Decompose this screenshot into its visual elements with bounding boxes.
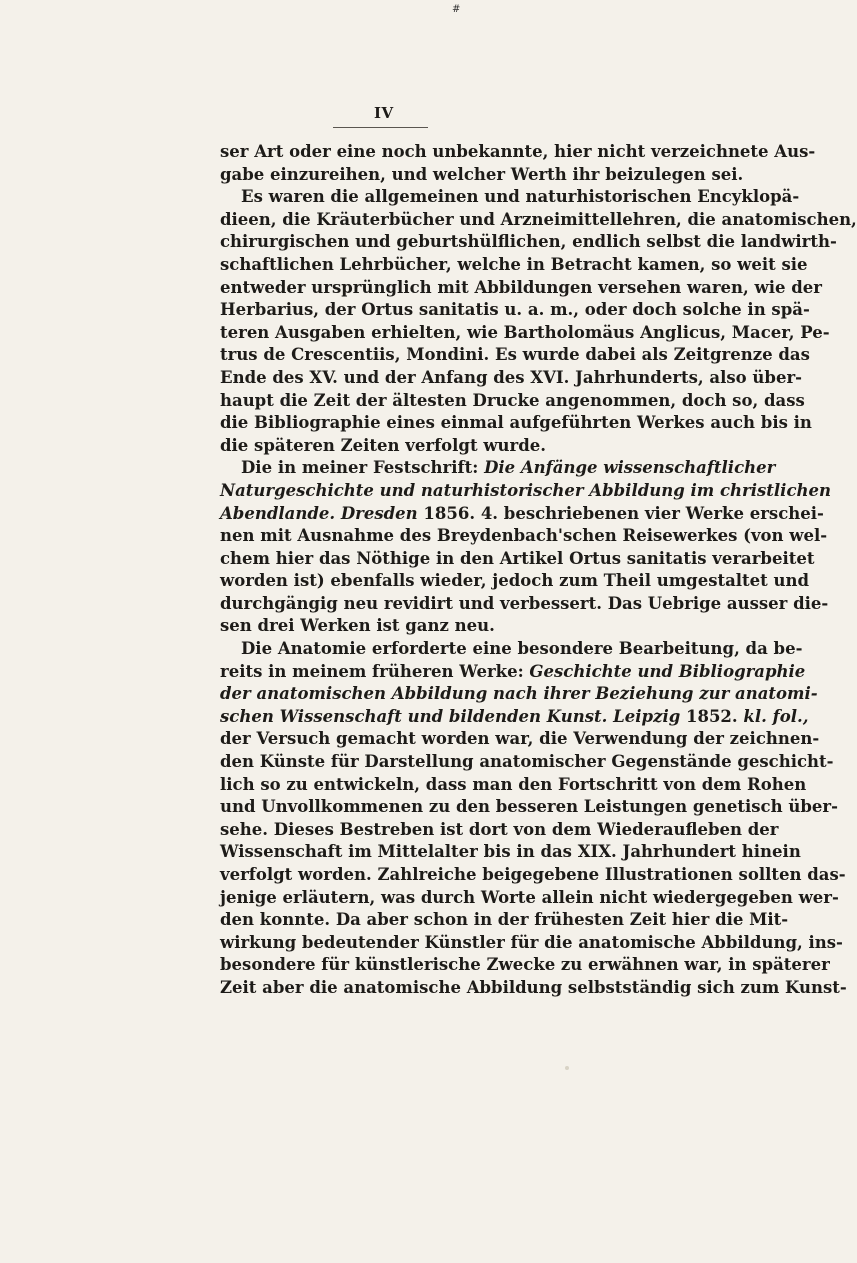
- text-line: [220, 706, 809, 729]
- italic-text: kl. fol.,: [743, 706, 809, 726]
- page-number: IV: [374, 104, 394, 122]
- text-line: jenige erläutern, was durch Worte allein nicht wiedergegeben wer-: [220, 887, 839, 907]
- text-line: Es waren die allgemeinen und naturhistorischen Encyklopä-: [241, 187, 800, 207]
- text-line: [220, 480, 831, 503]
- paragraph: [220, 186, 857, 457]
- paragraph: [220, 141, 816, 186]
- body-text: [220, 141, 857, 1000]
- text-line: sen drei Werken ist ganz neu.: [220, 616, 495, 636]
- text-line: und Unvollkommenen zu den besseren Leistungen genetisch über-: [220, 797, 838, 817]
- header-rule: [333, 127, 428, 128]
- text-segment: reits in meinem früheren Werke:: [220, 661, 530, 681]
- text-line: lich so zu entwickeln, dass man den Fortschritt von dem Rohen: [220, 774, 807, 794]
- text-line: schaftlichen Lehrbücher, welche in Betracht kamen, so weit sie: [220, 254, 808, 274]
- text-line: Herbarius, der Ortus sanitatis u. a. m., oder doch solche in spä-: [220, 300, 810, 320]
- text-line: teren Ausgaben erhielten, wie Bartholomäus Anglicus, Macer, Pe-: [220, 322, 830, 342]
- text-line: verfolgt worden. Zahlreiche beigegebene Illustrationen sollten das-: [220, 865, 846, 884]
- text-line: chem hier das Nöthige in den Artikel Ortus sanitatis verarbeitet: [220, 548, 815, 568]
- text-line: ser Art oder eine noch unbekannte, hier nicht verzeichnete Aus-: [220, 142, 816, 161]
- text-line: chirurgischen und geburtshülflichen, endlich selbst die landwirth-: [220, 232, 837, 252]
- text-line: wirkung bedeutender Künstler für die anatomische Abbildung, ins-: [220, 932, 843, 952]
- text-line: entweder ursprünglich mit Abbildungen versehen waren, wie der: [220, 277, 822, 297]
- italic-text: der anatomischen Abbildung nach ihrer Beziehung zur anatomi-: [220, 684, 818, 704]
- text-segment: 1856. 4. beschriebenen vier Werke erschei-: [417, 503, 824, 523]
- text-line: gabe einzureihen, und welcher Werth ihr beizulegen sei.: [220, 164, 744, 184]
- italic-text: schen Wissenschaft und bildenden Kunst. Leipzig: [220, 706, 681, 726]
- italic-text: Die Anfänge wissenschaftlicher: [484, 458, 776, 478]
- text-line: Wissenschaft im Mittelalter bis in das XIX. Jahrhundert hinein: [220, 842, 801, 862]
- header-mark: #: [452, 4, 461, 15]
- text-segment: Die in meiner Festschrift:: [241, 458, 485, 478]
- text-line: der Versuch gemacht worden war, die Verwendung der zeichnen-: [220, 729, 820, 749]
- text-line: [220, 503, 824, 526]
- text-line: haupt die Zeit der ältesten Drucke angenommen, doch so, dass: [220, 390, 805, 410]
- text-line: durchgängig neu revidirt und verbessert. Das Uebrige ausser die-: [220, 593, 829, 613]
- paper-smudge: [565, 1066, 569, 1070]
- text-line: [220, 457, 776, 480]
- text-line: [220, 661, 806, 684]
- italic-text: Abendlande. Dresden: [220, 503, 418, 523]
- text-line: dieen, die Kräuterbücher und Arzneimittellehren, die anatomischen,: [220, 209, 857, 229]
- text-line: die späteren Zeiten verfolgt wurde.: [220, 435, 547, 455]
- text-line: Ende des XV. und der Anfang des XVI. Jahrhunderts, also über-: [220, 367, 802, 387]
- text-line: sehe. Dieses Bestreben ist dort von dem Wiederaufleben der: [220, 819, 779, 839]
- paragraph: [220, 638, 847, 1000]
- text-line: die Bibliographie eines einmal aufgeführten Werkes auch bis in: [220, 413, 812, 433]
- text-line: worden ist) ebenfalls wieder, jedoch zum Theil umgestaltet und: [220, 571, 810, 591]
- paragraph: [220, 457, 831, 638]
- text-line: den Künste für Darstellung anatomischer Gegenstände geschicht-: [220, 752, 834, 772]
- text-line: besondere für künstlerische Zwecke zu erwähnen war, in späterer: [220, 955, 830, 975]
- italic-text: Geschichte und Bibliographie: [529, 661, 806, 681]
- text-line: den konnte. Da aber schon in der frühesten Zeit hier die Mit-: [220, 910, 789, 930]
- italic-text: Naturgeschichte und naturhistorischer Abbildung im christlichen: [220, 480, 831, 500]
- text-line: trus de Crescentiis, Mondini. Es wurde dabei als Zeitgrenze das: [220, 345, 810, 365]
- text-segment: 1852.: [680, 706, 744, 726]
- text-line: nen mit Ausnahme des Breydenbach'schen Reisewerkes (von wel-: [220, 526, 828, 546]
- text-line: Die Anatomie erforderte eine besondere Bearbeitung, da be-: [241, 639, 803, 659]
- text-line: [220, 683, 818, 706]
- text-line: Zeit aber die anatomische Abbildung selbstständig sich zum Kunst-: [220, 977, 847, 997]
